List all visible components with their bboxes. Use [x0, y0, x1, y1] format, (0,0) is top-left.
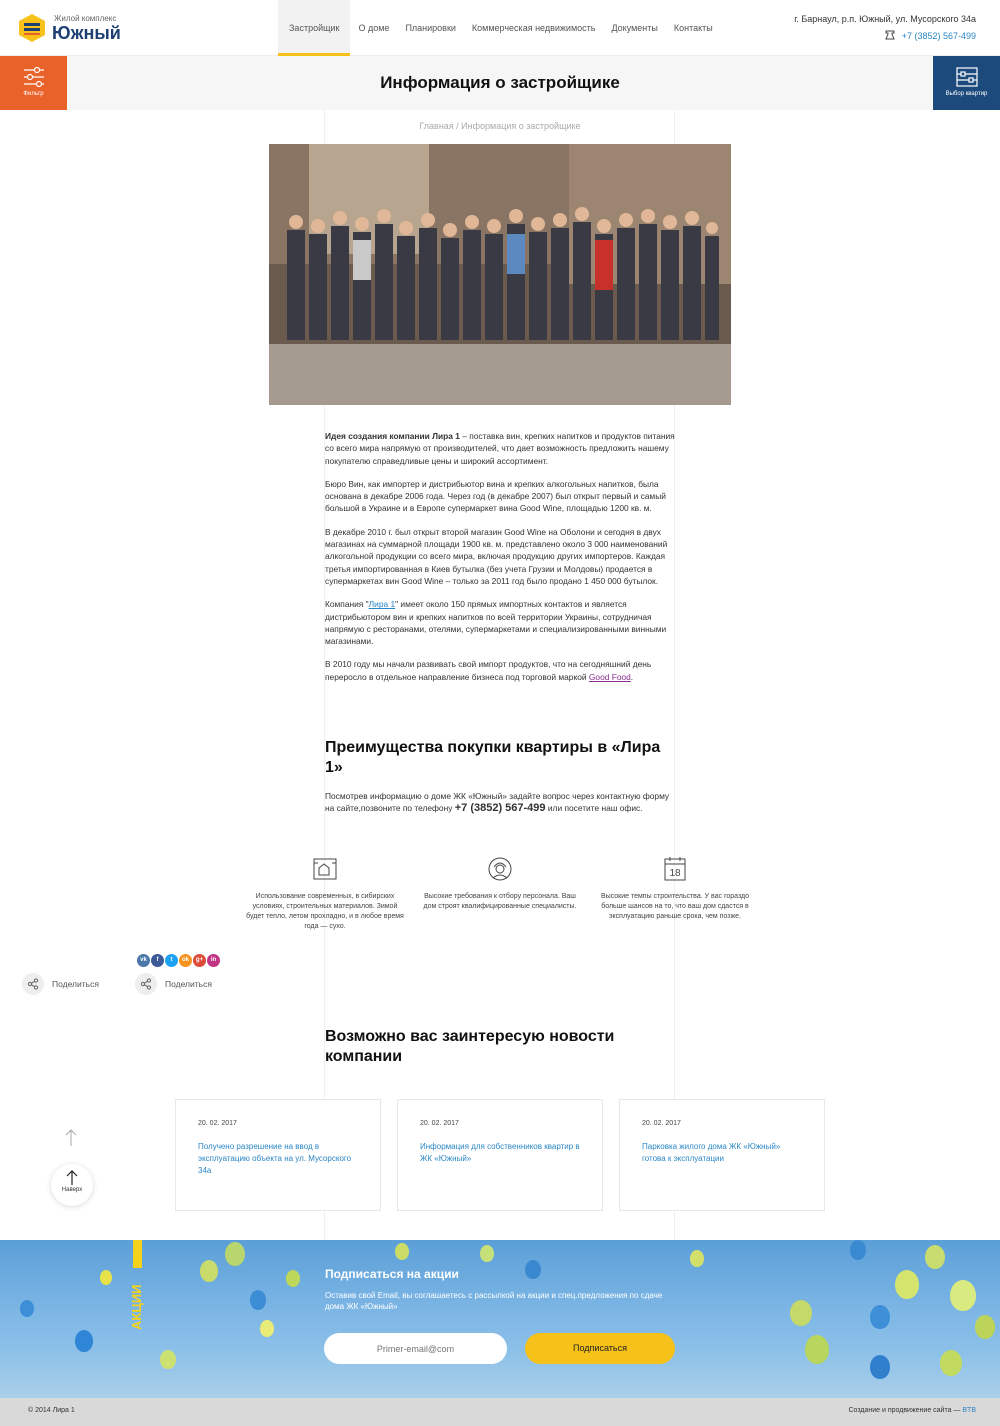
article-text-span: В 2010 году мы начали развивать свой импорт продуктов, что на сегодняшний день переросло в отдельное направление бизнеса под торговой маркой: [325, 659, 652, 682]
filter-label: Фильтр: [23, 91, 44, 97]
balloon-decoration: [250, 1290, 266, 1310]
article-text-span: .: [630, 671, 634, 682]
back-to-top-button[interactable]: [51, 1164, 93, 1206]
share-button-hover[interactable]: [135, 973, 212, 995]
nav-item-developer[interactable]: Застройщик: [278, 0, 350, 56]
phone-icon: [884, 29, 896, 41]
nav-item-contacts[interactable]: Контакты: [673, 23, 713, 33]
breadcrumb[interactable]: Главная / Информация о застройщике: [419, 121, 581, 131]
share-label: Поделиться: [165, 979, 212, 989]
news-date: 20. 02. 2017: [642, 1120, 681, 1127]
balloon-decoration: [480, 1245, 494, 1262]
feature-materials: [245, 856, 405, 932]
news-section-title: Возможно вас заинтересую новости компании: [325, 1028, 615, 1065]
logo[interactable]: [18, 12, 148, 46]
advantages-text: [325, 790, 675, 815]
news-card[interactable]: [397, 1099, 603, 1211]
subscribe-title: Подписаться на акции: [325, 1267, 459, 1281]
email-input[interactable]: [324, 1333, 507, 1364]
balloon-decoration: [20, 1300, 34, 1317]
logo-subtitle: Жилой комплекс: [54, 14, 117, 23]
balloon-decoration: [260, 1320, 274, 1337]
title-band: [0, 56, 1000, 110]
balloon-decoration: [870, 1305, 890, 1329]
logo-title: Южный: [52, 23, 121, 43]
worker-icon: [486, 856, 514, 882]
balloon-decoration: [160, 1350, 176, 1369]
share-icon: [22, 973, 44, 995]
google-plus-icon[interactable]: g+: [193, 954, 206, 967]
news-card[interactable]: [175, 1099, 381, 1211]
news-title-link[interactable]: Информация для собственников квартир в ЖК «Южный»: [420, 1142, 580, 1163]
promo-side-label-text: АКЦИИ: [129, 1284, 144, 1330]
balloon-decoration: [225, 1242, 245, 1266]
balloon-decoration: [850, 1240, 866, 1260]
site-header: [0, 0, 1000, 56]
subscribe-section: [0, 1240, 1000, 1398]
share-button[interactable]: [22, 973, 99, 995]
feature-text: Использование современных, в сибирских условиях, строительных материалов. Зимой будет тепло, летом прохладно, и в любое время года — сухо.: [246, 893, 404, 930]
developer-link[interactable]: BTB: [962, 1407, 976, 1414]
advantages-text-span: Посмотрев информацию о доме ЖК «Южный» задайте вопрос через контактную форму на сайте,позвоните по телефону: [325, 791, 670, 814]
nav-item-about[interactable]: О доме: [358, 23, 390, 33]
subscribe-button[interactable]: Подписаться: [525, 1333, 675, 1364]
balloon-decoration: [895, 1270, 919, 1299]
vk-icon[interactable]: vk: [137, 954, 150, 967]
balloon-decoration: [75, 1330, 93, 1352]
balloon-decoration: [870, 1355, 890, 1379]
promo-side-label: [124, 1276, 150, 1332]
share-icon: [135, 973, 157, 995]
promo-accent-bar: [133, 1240, 142, 1268]
article-lead-bold: Идея создания компании Лира 1: [325, 431, 460, 441]
article-lead-text: – поставка вин, крепких напитков и продуктов питания со всего мира напрямую от производителей, что дает возможность предложить нашему покупателю справедливые цены и широкий ассортимент.: [325, 431, 675, 466]
page-title: Информация о застройщике: [380, 73, 620, 92]
balloon-decoration: [790, 1300, 812, 1326]
news-title-link[interactable]: Получено разрешение на ввод в эксплуатацию объекта на ул. Мусорского 34а: [198, 1142, 352, 1175]
article-text-span: Компания ": [325, 599, 369, 610]
article-paragraph: Бюро Вин, как импортер и дистрибьютор вина и крепких алкогольных напитков, была основана в декабре 2006 года. Через год (в декабре 2007) был открыт первый и самый большой в Украине и в Европе супермаркет вина Good Wine, площадью 1200 кв. м.: [325, 478, 666, 514]
advantages-phone[interactable]: +7 (3852) 567-499: [454, 802, 546, 815]
up-arrow-icon[interactable]: [64, 1128, 78, 1148]
apartment-select-label: Выбор квартир: [945, 91, 988, 97]
subscribe-text: Оставив свой Email, вы соглашаетесь с рассылкой на акции и спец.предложения по сдаче дома ЖК «Южный»: [325, 1291, 663, 1311]
calendar-icon: [661, 856, 689, 882]
social-buttons: [137, 954, 220, 967]
article-paragraph: [325, 598, 675, 647]
balloon-decoration: [925, 1245, 945, 1269]
footer: [0, 1398, 1000, 1426]
balloon-decoration: [950, 1280, 976, 1311]
balloon-decoration: [975, 1315, 995, 1339]
instagram-icon[interactable]: in: [207, 954, 220, 967]
article-paragraph: [325, 658, 675, 683]
feature-text: Высокие требования к отбору персонала. Ваш дом строят квалифицированные специалисты.: [423, 893, 577, 910]
balloon-decoration: [525, 1260, 541, 1279]
balloon-decoration: [690, 1250, 704, 1267]
back-to-top-label: Наверх: [61, 1187, 83, 1193]
arrow-up-icon: [66, 1170, 78, 1186]
balloon-decoration: [200, 1260, 218, 1282]
twitter-icon[interactable]: t: [165, 954, 178, 967]
balloon-decoration: [286, 1270, 300, 1287]
apartment-select-button[interactable]: [933, 56, 1000, 110]
developer-credit: [848, 1407, 976, 1414]
news-date: 20. 02. 2017: [420, 1120, 459, 1127]
advantages-text-span: или посетите наш офис.: [545, 803, 643, 814]
good-food-link[interactable]: Good Food: [588, 671, 631, 682]
lira-link[interactable]: Лира 1: [368, 599, 396, 610]
nav-item-commercial[interactable]: Коммерческая недвижимость: [471, 23, 596, 33]
balloon-decoration: [100, 1270, 112, 1285]
odnoklassniki-icon[interactable]: ok: [179, 954, 192, 967]
balloon-decoration: [395, 1243, 409, 1260]
main-nav: [278, 0, 721, 56]
article-paragraph: [325, 430, 675, 467]
header-phone[interactable]: +7 (3852) 567-499: [901, 31, 976, 41]
nav-item-documents[interactable]: Документы: [611, 23, 658, 33]
share-label: Поделиться: [52, 979, 99, 989]
feature-speed: [595, 856, 755, 922]
developer-credit-text: Создание и продвижение сайта —: [848, 1407, 963, 1414]
blueprint-icon: [311, 856, 339, 882]
calendar-day: 18: [669, 868, 681, 879]
news-title-link[interactable]: Парковка жилого дома ЖК «Южный» готова к эксплуатации: [642, 1142, 781, 1163]
advantages-title: Преимущества покупки квартиры в «Лира 1»: [325, 739, 661, 776]
article-text: [325, 430, 675, 694]
article-text-span: " имеет около 150 прямых импортных контактов и является дистрибьютором вин и крепких напитков по всей территории Украины, сотрудничая напрямую с ресторанами, отелями, супермаркетами и специализированными винными магазинами.: [325, 599, 667, 647]
article-paragraph: В декабре 2010 г. был открыт второй магазин Good Wine на Оболони и сегодня в двух магазинах на суммарной площади 1900 кв. м. представлено около 3 000 наименований алкогольной продукции со всего мира, включая продукцию других импортеров. Каждая третья импортированная в Киев бутылка (без учета Грузии и Молдовы) продается в супермаркетах вин Good Wine – только за 2011 год было продано 1 450 000 бутылок.: [325, 526, 668, 586]
feature-text: Высокие темпы строительства. У вас гораздо больше шансов на то, что ваш дом сдастся в эксплуатацию раньше срока, чем позже.: [600, 893, 750, 920]
copyright: © 2014 Лира 1: [28, 1407, 75, 1414]
balloon-decoration: [805, 1335, 829, 1364]
balloon-decoration: [940, 1350, 962, 1376]
news-date: 20. 02. 2017: [198, 1120, 237, 1127]
team-photo: [269, 144, 731, 405]
header-address: г. Барнаул, р.п. Южный, ул. Мусорского 34а: [794, 14, 976, 24]
apartment-plan-icon: [955, 66, 979, 88]
nav-item-plans[interactable]: Планировки: [405, 23, 456, 33]
facebook-icon[interactable]: f: [151, 954, 164, 967]
feature-staff: [420, 856, 580, 912]
news-card[interactable]: [619, 1099, 825, 1211]
logo-hex-icon: [18, 13, 46, 43]
